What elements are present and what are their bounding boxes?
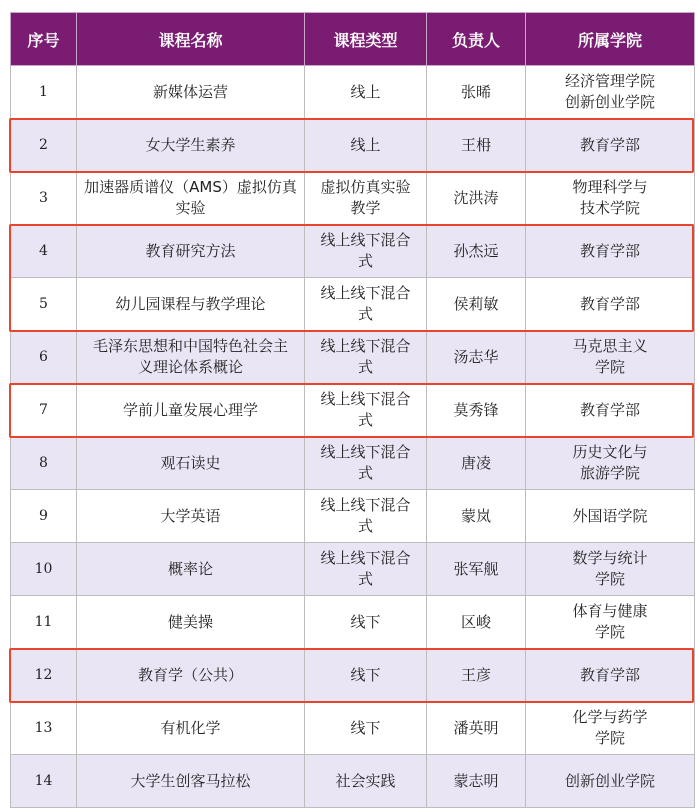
cell-college: 物理科学与 技术学院	[526, 172, 695, 225]
cell-course-name: 毛泽东思想和中国特色社会主 义理论体系概论	[77, 331, 305, 384]
cell-course-name: 大学生创客马拉松	[77, 755, 305, 808]
cell-course-name: 有机化学	[77, 702, 305, 755]
cell-number: 5	[11, 278, 77, 331]
cell-number: 4	[11, 225, 77, 278]
cell-college: 教育学部	[526, 278, 695, 331]
table-row	[11, 649, 695, 702]
table-body	[11, 66, 695, 808]
cell-course-type: 线上线下混合 式	[305, 490, 427, 543]
cell-lead: 莫秀锋	[427, 384, 526, 437]
table-row	[11, 755, 695, 808]
cell-number: 2	[11, 119, 77, 172]
table-row	[11, 331, 695, 384]
cell-college: 创新创业学院	[526, 755, 695, 808]
header-number: 序号	[11, 13, 77, 66]
cell-course-name: 新媒体运营	[77, 66, 305, 119]
cell-course-type: 线上线下混合 式	[305, 225, 427, 278]
table-row	[11, 490, 695, 543]
cell-lead: 张军舰	[427, 543, 526, 596]
cell-college: 马克思主义 学院	[526, 331, 695, 384]
cell-college: 体育与健康 学院	[526, 596, 695, 649]
cell-number: 1	[11, 66, 77, 119]
cell-number: 11	[11, 596, 77, 649]
table-row	[11, 225, 695, 278]
cell-course-name: 观石读史	[77, 437, 305, 490]
cell-lead: 蒙岚	[427, 490, 526, 543]
course-table-wrapper	[10, 12, 694, 808]
cell-number: 6	[11, 331, 77, 384]
cell-course-type: 线上	[305, 119, 427, 172]
cell-course-type: 虚拟仿真实验 教学	[305, 172, 427, 225]
cell-lead: 侯莉敏	[427, 278, 526, 331]
header-row	[11, 13, 695, 66]
cell-college: 教育学部	[526, 384, 695, 437]
cell-course-name: 教育学（公共）	[77, 649, 305, 702]
cell-lead: 王彦	[427, 649, 526, 702]
cell-course-type: 线上线下混合 式	[305, 543, 427, 596]
cell-number: 14	[11, 755, 77, 808]
cell-course-name: 女大学生素养	[77, 119, 305, 172]
cell-lead: 张晞	[427, 66, 526, 119]
table-row	[11, 437, 695, 490]
cell-lead: 王枏	[427, 119, 526, 172]
table-row	[11, 119, 695, 172]
cell-course-type: 线下	[305, 649, 427, 702]
cell-college: 化学与药学 学院	[526, 702, 695, 755]
cell-number: 10	[11, 543, 77, 596]
cell-college: 教育学部	[526, 225, 695, 278]
cell-course-name: 概率论	[77, 543, 305, 596]
cell-lead: 潘英明	[427, 702, 526, 755]
cell-course-type: 线上线下混合 式	[305, 437, 427, 490]
cell-course-type: 线下	[305, 702, 427, 755]
cell-course-name: 加速器质谱仪（AMS）虚拟仿真 实验	[77, 172, 305, 225]
cell-college: 历史文化与 旅游学院	[526, 437, 695, 490]
cell-course-name: 教育研究方法	[77, 225, 305, 278]
table-row	[11, 543, 695, 596]
cell-course-name: 幼儿园课程与教学理论	[77, 278, 305, 331]
cell-lead: 沈洪涛	[427, 172, 526, 225]
cell-course-type: 线上	[305, 66, 427, 119]
cell-lead: 区峻	[427, 596, 526, 649]
cell-number: 12	[11, 649, 77, 702]
cell-number: 9	[11, 490, 77, 543]
header-lead: 负责人	[427, 13, 526, 66]
table-row	[11, 66, 695, 119]
cell-course-type: 线上线下混合 式	[305, 384, 427, 437]
table-row	[11, 596, 695, 649]
cell-lead: 蒙志明	[427, 755, 526, 808]
cell-course-name: 大学英语	[77, 490, 305, 543]
table-row	[11, 384, 695, 437]
cell-course-name: 健美操	[77, 596, 305, 649]
course-table	[10, 12, 695, 808]
cell-number: 7	[11, 384, 77, 437]
table-row	[11, 702, 695, 755]
cell-college: 教育学部	[526, 649, 695, 702]
header-course-type: 课程类型	[305, 13, 427, 66]
cell-number: 3	[11, 172, 77, 225]
cell-college: 外国语学院	[526, 490, 695, 543]
cell-course-type: 线上线下混合 式	[305, 331, 427, 384]
cell-college: 经济管理学院 创新创业学院	[526, 66, 695, 119]
cell-number: 8	[11, 437, 77, 490]
cell-college: 数学与统计 学院	[526, 543, 695, 596]
cell-lead: 汤志华	[427, 331, 526, 384]
cell-lead: 孙杰远	[427, 225, 526, 278]
table-row	[11, 172, 695, 225]
table-row	[11, 278, 695, 331]
cell-course-type: 线上线下混合 式	[305, 278, 427, 331]
cell-lead: 唐凌	[427, 437, 526, 490]
cell-college: 教育学部	[526, 119, 695, 172]
cell-course-type: 社会实践	[305, 755, 427, 808]
cell-course-type: 线下	[305, 596, 427, 649]
header-course-name: 课程名称	[77, 13, 305, 66]
cell-course-name: 学前儿童发展心理学	[77, 384, 305, 437]
cell-number: 13	[11, 702, 77, 755]
header-college: 所属学院	[526, 13, 695, 66]
